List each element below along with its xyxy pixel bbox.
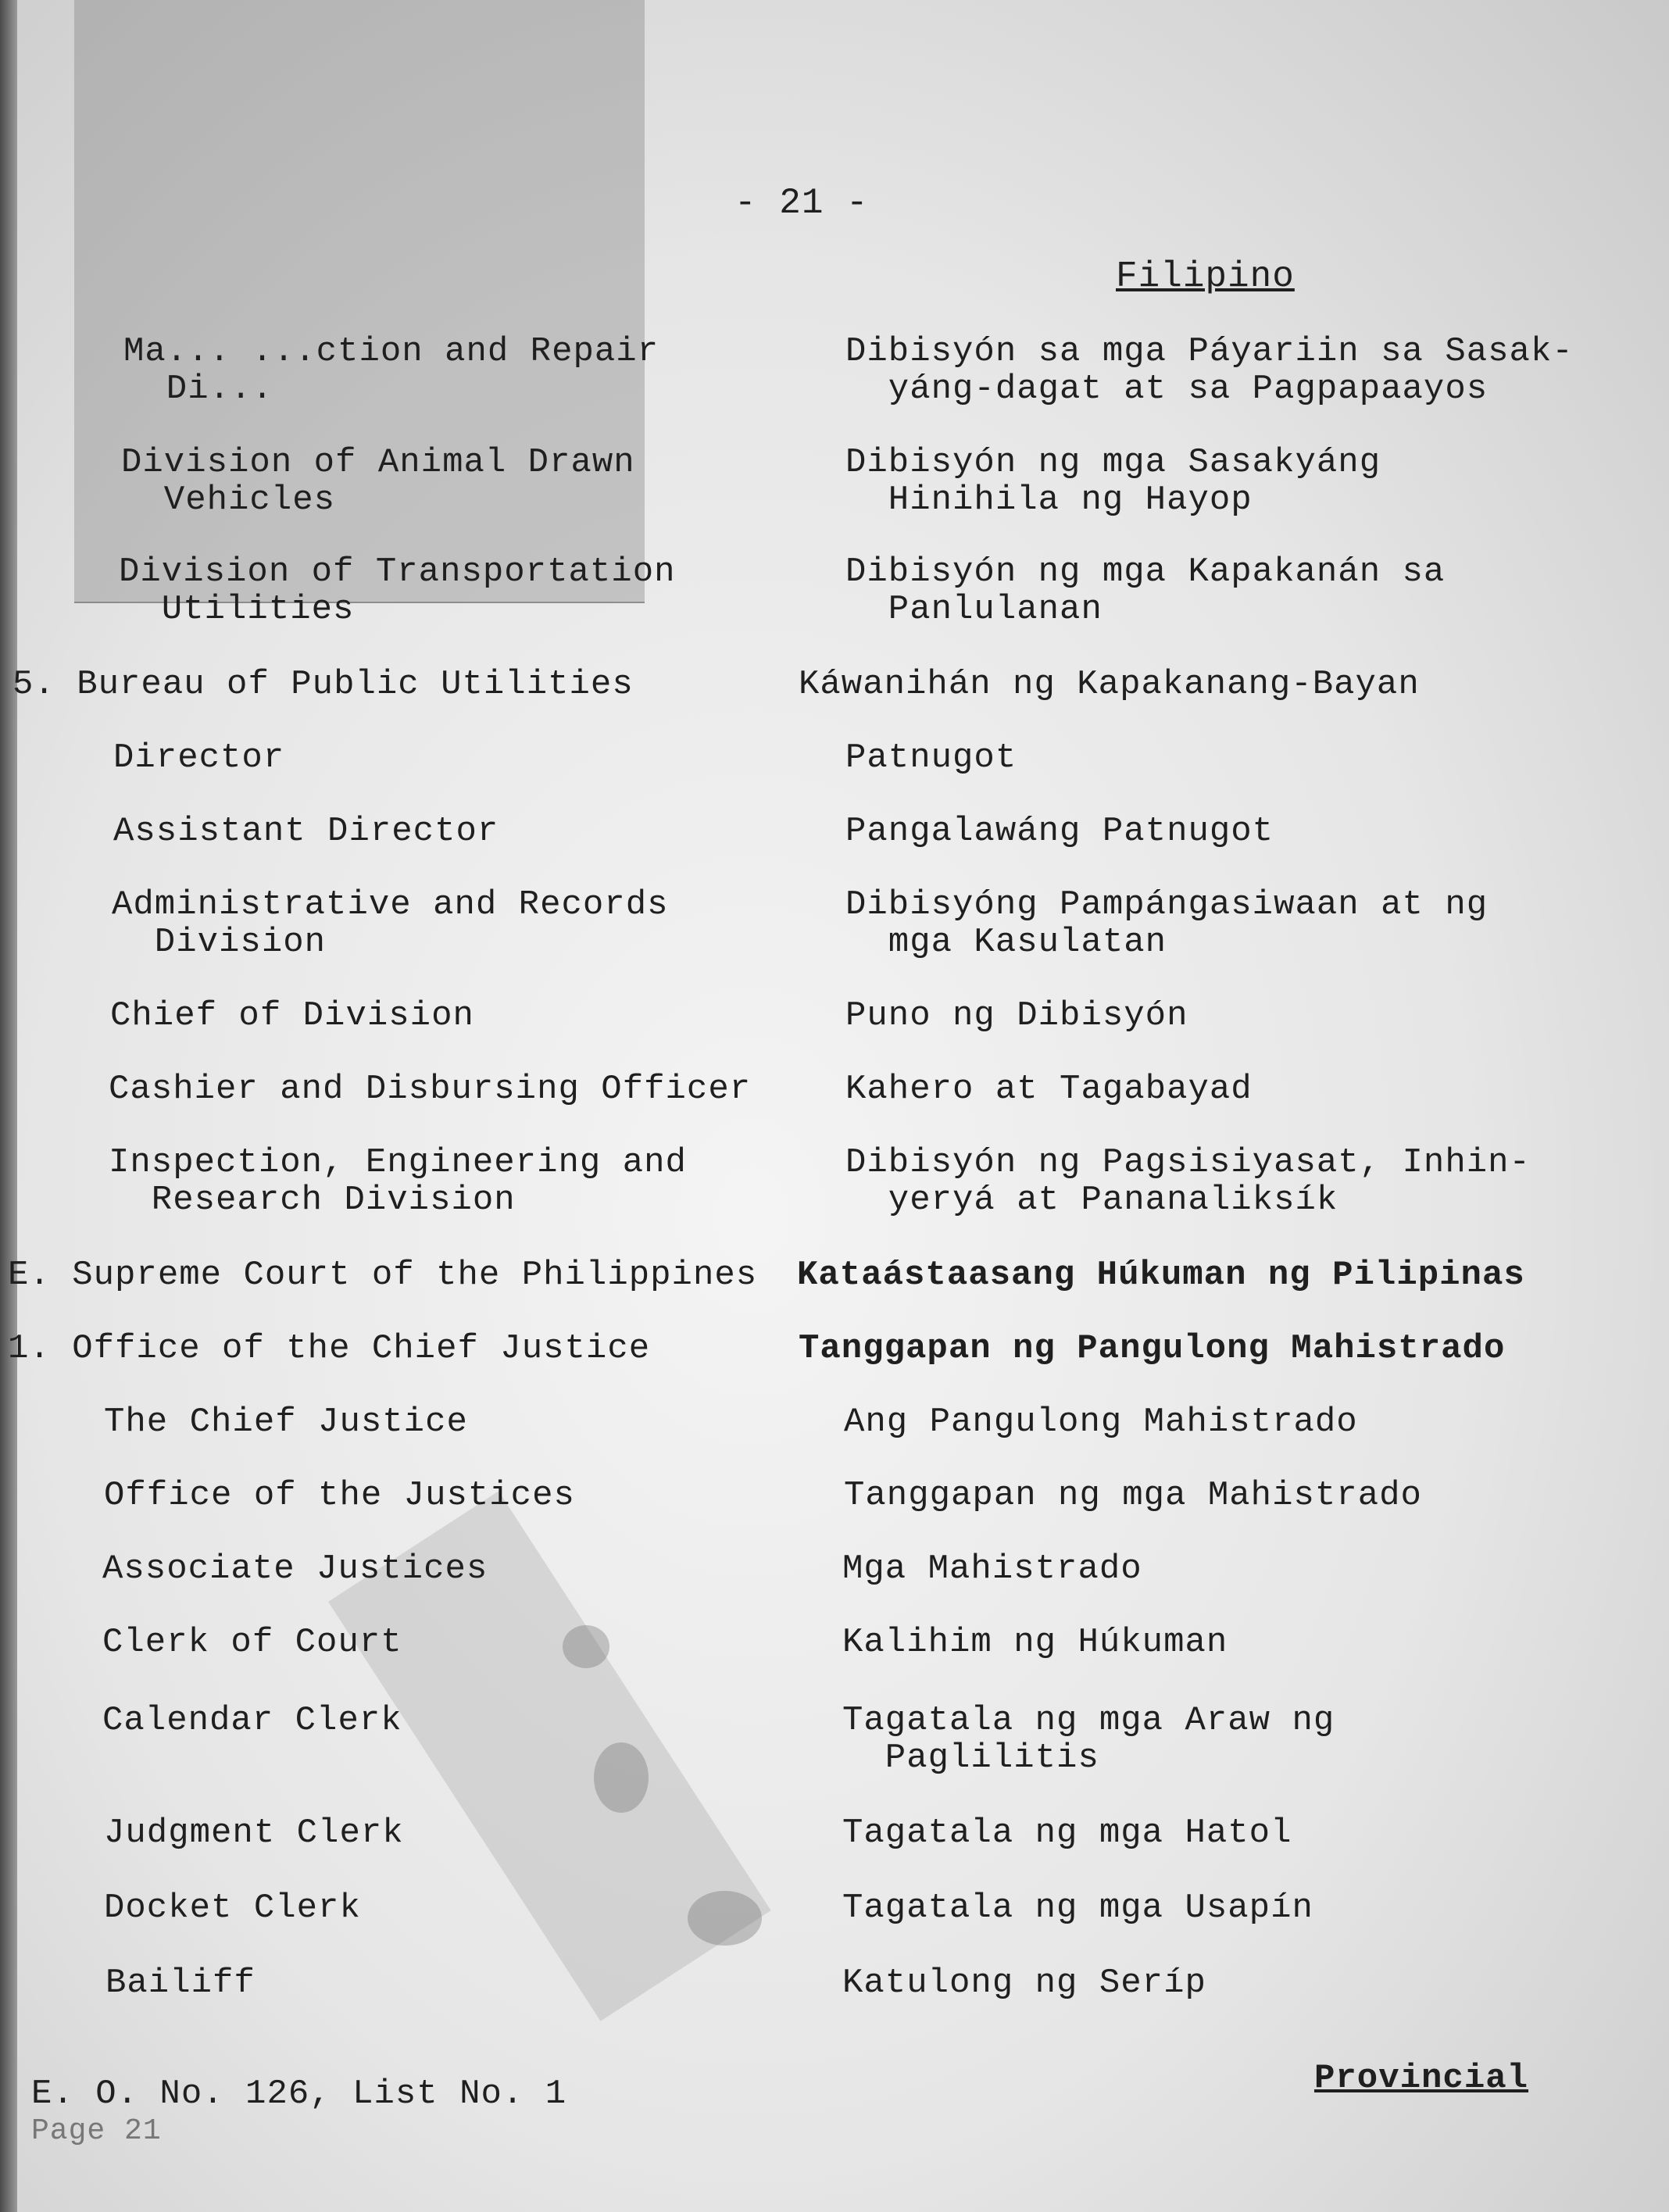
row-en: Director (113, 738, 285, 777)
row-fil: Kataástaasang Húkuman ng Pilipinas (797, 1256, 1525, 1295)
page-number-header: - 21 - (734, 183, 869, 223)
row-fil: Tagatala ng mga Araw ng Paglilitis (842, 1701, 1335, 1778)
row-en: Chief of Division (110, 996, 474, 1035)
row-en: Assistant Director (113, 812, 499, 851)
row-en: Division of Transportation Utilities (119, 552, 676, 629)
row-fil: Mga Mahistrado (842, 1549, 1142, 1588)
row-fil: Patnugot (845, 738, 1017, 777)
row-fil: Dibisyón ng mga Sasakyáng Hinihila ng Hayop (845, 443, 1381, 520)
row-fil: Dibisyón ng Pagsisiyasat, Inhin- yeryá at Pananaliksík (845, 1143, 1531, 1220)
row-en: Docket Clerk (104, 1889, 361, 1928)
row-fil: Katulong ng Seríp (842, 1964, 1206, 2003)
row-fil: Puno ng Dibisyón (845, 996, 1188, 1035)
row-fil: Ang Pangulong Mahistrado (844, 1403, 1358, 1442)
row-en: Administrative and Records Division (112, 885, 669, 962)
footer-reference: E. O. No. 126, List No. 1 (31, 2074, 567, 2114)
row-fil: Pangalawáng Patnugot (845, 812, 1274, 851)
row-fil: Káwanihán ng Kapakanang-Bayan (799, 665, 1420, 704)
row-fil: Dibisyón ng mga Kapakanán sa Panlulanan (845, 552, 1446, 629)
row-en: Division of Animal Drawn Vehicles (121, 443, 635, 520)
row-en: Ma... ...ction and Repair Di... (123, 332, 659, 409)
row-en: Inspection, Engineering and Research Division (109, 1143, 687, 1220)
row-fil: Kahero at Tagabayad (845, 1070, 1253, 1109)
row-en: 5. Bureau of Public Utilities (13, 665, 634, 704)
next-section-label: Provincial (1314, 2059, 1529, 2098)
row-en: Bailiff (105, 1964, 256, 2003)
row-fil: Tagatala ng mga Hatol (842, 1814, 1292, 1853)
footer-page: Page 21 (31, 2114, 162, 2148)
row-en: Judgment Clerk (104, 1814, 404, 1853)
row-fil: Tagatala ng mga Usapín (842, 1889, 1313, 1928)
row-fil: Dibisyón sa mga Páyariin sa Sasak- yáng-dagat at sa Pagpapaayos (845, 332, 1574, 409)
row-en: E. Supreme Court of the Philippines (8, 1256, 758, 1295)
row-en: Calendar Clerk (102, 1701, 402, 1740)
row-fil: Tanggapan ng mga Mahistrado (844, 1476, 1422, 1515)
row-fil: Tanggapan ng Pangulong Mahistrado (799, 1329, 1506, 1368)
stain-mark (594, 1742, 649, 1813)
row-fil: Dibisyóng Pampángasiwaan at ng mga Kasulatan (845, 885, 1489, 962)
stain-mark (688, 1891, 762, 1946)
row-en: Clerk of Court (102, 1623, 402, 1662)
stain-mark (563, 1625, 609, 1668)
row-en: Associate Justices (102, 1549, 488, 1588)
page-edge-shadow (0, 0, 17, 2212)
row-en: Office of the Justices (104, 1476, 575, 1515)
row-en: 1. Office of the Chief Justice (8, 1329, 651, 1368)
row-fil: Kalihim ng Húkuman (842, 1623, 1228, 1662)
row-en: Cashier and Disbursing Officer (109, 1070, 752, 1109)
row-en: The Chief Justice (104, 1403, 468, 1442)
filipino-column-header: Filipino (1116, 256, 1295, 297)
